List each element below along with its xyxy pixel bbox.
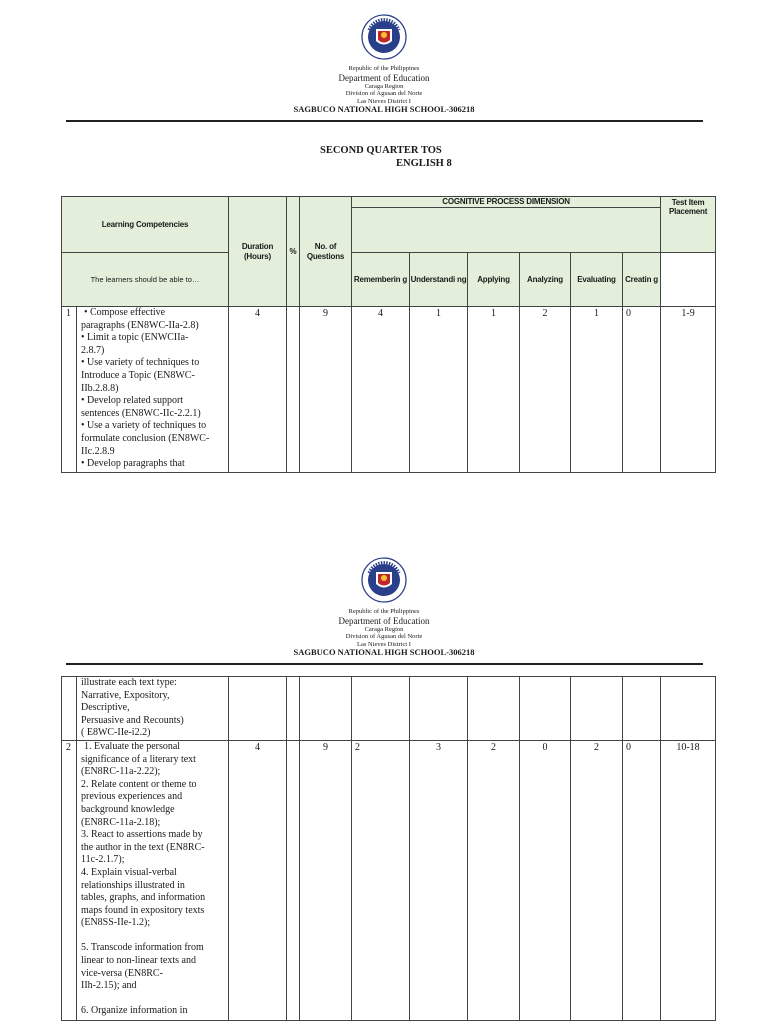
remembering-value: [352, 677, 410, 741]
evaluating-value: [571, 677, 623, 741]
test-item-blank: [661, 253, 716, 307]
header-divider: [66, 120, 703, 122]
percent-value: [287, 740, 300, 1020]
percent-value: [287, 307, 300, 473]
understanding-value: 1: [410, 307, 468, 473]
competency-line: vice-versa (EN8RC-: [81, 967, 163, 979]
questions-value: 9: [300, 307, 352, 473]
competency-line: 5. Transcode information from: [81, 942, 204, 954]
department-text: Department of Education: [338, 72, 430, 83]
competency-list: [77, 307, 229, 473]
republic-text: Republic of the Philippines: [348, 608, 420, 615]
understanding-header: Understandi ng: [410, 253, 468, 307]
competency-line: tables, graphs, and information: [81, 892, 206, 904]
competency-line: 11c-2.1.7);: [81, 854, 125, 866]
remembering-value: 2: [352, 740, 410, 1020]
creating-value: 0: [623, 307, 661, 473]
tos-table-page1: [61, 196, 716, 473]
deped-seal-logo: [361, 557, 407, 603]
competency-line: (EN8RC-11a-2.22);: [81, 766, 161, 778]
cognitive-dimension-header: COGNITIVE PROCESS DIMENSION: [352, 197, 661, 208]
competency-line: paragraphs (EN8WC-IIa-2.8): [81, 319, 199, 331]
analyzing-value: 2: [520, 307, 571, 473]
competency-line: Persuasive and Recounts): [81, 714, 184, 726]
competency-line: 3. React to assertions made by: [81, 829, 203, 841]
deped-seal-logo: [361, 14, 407, 60]
competency-line: • Develop paragraphs that: [81, 458, 185, 470]
competency-list: [77, 677, 229, 741]
competency-line: 6. Organize information in: [81, 1005, 188, 1017]
competency-line: 1. Evaluate the personal: [84, 740, 181, 752]
competency-line: maps found in expository texts: [81, 904, 205, 916]
cognitive-subheader-gap: [352, 208, 661, 253]
competency-line: Descriptive,: [81, 702, 130, 714]
applying-value: [468, 677, 520, 741]
table-row: [62, 307, 716, 473]
competency-line: linear to non-linear texts and: [81, 955, 196, 967]
competency-line: • Use variety of techniques to: [81, 357, 200, 369]
duration-value: 4: [229, 307, 287, 473]
learning-competencies-header: Learning Competencies: [62, 197, 229, 253]
competency-list: [77, 740, 229, 1020]
republic-text: Republic of the Philippines: [348, 65, 420, 72]
row-number: 1: [62, 307, 77, 473]
duration-header: Duration (Hours): [229, 197, 287, 307]
competency-line: • Develop related support: [81, 395, 184, 407]
table-row: [62, 740, 716, 1020]
evaluating-value: 2: [571, 740, 623, 1020]
school-name: SAGBUCO NATIONAL HIGH SCHOOL-306218: [293, 104, 475, 114]
competency-line: 4. Explain visual-verbal: [81, 866, 177, 878]
document-title: SECOND QUARTER TOS: [320, 145, 442, 156]
header-divider: [66, 663, 703, 665]
analyzing-value: 0: [520, 740, 571, 1020]
competency-line: previous experiences and: [81, 791, 183, 803]
applying-value: 1: [468, 307, 520, 473]
applying-header: Applying: [468, 253, 520, 307]
page2-letterhead: [0, 609, 768, 657]
competency-line: (EN8RC-11a-2.18);: [81, 816, 161, 828]
competency-line: • Use a variety of techniques to: [81, 420, 207, 432]
questions-value: 9: [300, 740, 352, 1020]
division-text: Division of Agusan del Norte: [345, 633, 423, 640]
placement-value: 10-18: [661, 740, 716, 1020]
percent-header: %: [287, 197, 300, 307]
understanding-value: [410, 677, 468, 741]
questions-header: No. of Questions: [300, 197, 352, 307]
department-text: Department of Education: [338, 615, 430, 626]
competency-line: the author in the text (EN8RC-: [81, 841, 205, 853]
competency-line: 2.8.7): [81, 344, 105, 356]
evaluating-header: Evaluating: [571, 253, 623, 307]
competency-line: Introduce a Topic (EN8WC-: [81, 369, 195, 381]
competency-line: [81, 930, 226, 943]
school-name: SAGBUCO NATIONAL HIGH SCHOOL-306218: [293, 647, 475, 657]
evaluating-value: 1: [571, 307, 623, 473]
creating-value: 0: [623, 740, 661, 1020]
competency-line: Narrative, Expository,: [81, 689, 170, 701]
analyzing-header: Analyzing: [520, 253, 571, 307]
remembering-value: 4: [352, 307, 410, 473]
competency-line: significance of a literary text: [81, 753, 196, 765]
table-row: [62, 677, 716, 741]
placement-value: 1-9: [661, 307, 716, 473]
competency-line: • Compose effective: [84, 307, 166, 318]
region-text: Caraga Region: [364, 82, 404, 90]
competency-line: IIh-2.15); and: [81, 980, 137, 992]
document-subtitle: ENGLISH 8: [396, 158, 452, 169]
competency-line: illustrate each text type:: [81, 677, 177, 688]
analyzing-value: [520, 677, 571, 741]
competency-line: [81, 993, 226, 1006]
test-item-placement-header: Test Item Placement: [661, 197, 716, 253]
competency-line: (EN8SS-IIe-1.2);: [81, 917, 151, 929]
questions-value: [300, 677, 352, 741]
duration-value: [229, 677, 287, 741]
competency-line: 2. Relate content or theme to: [81, 778, 197, 790]
district-text: Las Nieves District I: [357, 97, 411, 105]
learners-note: The learners should be able to…: [62, 253, 229, 307]
remembering-header: Rememberin g: [352, 253, 410, 307]
duration-value: 4: [229, 740, 287, 1020]
competency-line: IIc.2.8.9: [81, 445, 115, 457]
competency-line: relationships illustrated in: [81, 879, 185, 891]
competency-line: • Limit a topic (ENWCIIa-: [81, 332, 189, 344]
district-text: Las Nieves District I: [357, 640, 411, 648]
understanding-value: 3: [410, 740, 468, 1020]
row-number: 2: [62, 740, 77, 1020]
creating-value: [623, 677, 661, 741]
division-text: Division of Agusan del Norte: [345, 90, 423, 97]
row-number: [62, 677, 77, 741]
tos-table-page2: [61, 676, 716, 1021]
competency-line: formulate conclusion (EN8WC-: [81, 432, 210, 444]
competency-line: sentences (EN8WC-IIc-2.2.1): [81, 407, 201, 419]
creating-header: Creatin g: [623, 253, 661, 307]
placement-value: [661, 677, 716, 741]
competency-line: ( E8WC-IIe-i2.2): [81, 727, 151, 739]
percent-value: [287, 677, 300, 741]
region-text: Caraga Region: [364, 625, 404, 633]
applying-value: 2: [468, 740, 520, 1020]
competency-line: IIb.2.8.8): [81, 382, 119, 394]
competency-line: background knowledge: [81, 803, 175, 815]
page1-letterhead: [0, 66, 768, 114]
